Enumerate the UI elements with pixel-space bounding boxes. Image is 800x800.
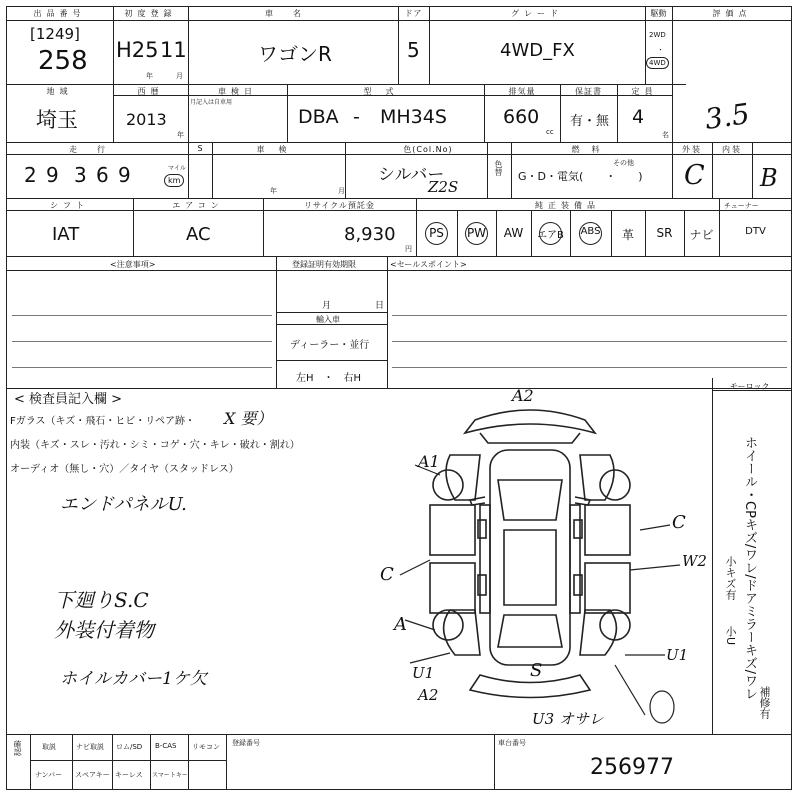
shift-value: IAT [52, 224, 80, 245]
diagram-mark-a1: A1 [418, 452, 440, 471]
capacity-label: 定員 [631, 87, 658, 96]
first-registration-label: 初度登録 [124, 9, 177, 18]
diagram-mark-a2-bottom: A2 [418, 686, 439, 704]
footer-col2-top: ナビ取説 [76, 743, 104, 751]
mileage-digit: 9 [118, 163, 131, 187]
aircon-label: エアコン [172, 201, 224, 210]
western-year-value: 2013 [126, 110, 167, 129]
footer-col3-bottom: キーレス [115, 771, 143, 779]
caution-label: <注意事項> [110, 260, 156, 269]
model-prefix: DBA [298, 106, 339, 128]
equipment-item: エアB [537, 230, 564, 241]
equipment-label: 純正装備品 [535, 201, 600, 210]
interior-grade: B [760, 164, 778, 192]
fuel-label: 燃料 [571, 145, 612, 154]
side-panel-small-3: 補修有 [758, 686, 771, 719]
side-panel-small-1: 小キズ有 [724, 556, 737, 600]
chassis-label: 車台番号 [498, 739, 526, 747]
diagram-mark-u1-left: U1 [412, 664, 435, 682]
fuel-other-label: その他 [613, 159, 634, 167]
model-dash: - [353, 106, 360, 128]
footer-col1-top: 取説 [42, 743, 56, 751]
recycle-label: リサイクル預託金 [304, 201, 375, 210]
inspector-line3: オーディオ（無し・穴）／タイヤ（スタッドレス） [10, 464, 239, 475]
handwritten-note-3: 外装付着物 [54, 618, 154, 642]
diagram-mark-c-right: C [672, 512, 686, 533]
drive-2wd: 2WD [649, 31, 666, 39]
handle-side: 左H ・ 右H [296, 373, 362, 384]
side-panel-main-text: ホイール・CPキズ/ワレ/ドアミラーキズ/ワレ [742, 436, 757, 701]
inspector-title: < 検査員記入欄 > [14, 392, 123, 407]
exterior-grade: C [684, 160, 705, 191]
inspection-label: 車検 [256, 145, 301, 154]
equipment-item: DTV [745, 226, 766, 237]
inspection-month-suffix: 月 [338, 187, 345, 195]
diagram-mark-u1-right: U1 [666, 646, 689, 664]
reg-expiry-month: 月 [322, 301, 332, 311]
diagram-mark-c-left: C [380, 564, 394, 585]
km-circled: km [164, 174, 184, 187]
western-year-suffix: 年 [177, 131, 184, 139]
reg-number-label: 登録番号 [232, 739, 260, 747]
first-reg-era: H25 [116, 38, 159, 62]
equipment-item: SR [656, 226, 673, 240]
footer-col4-bottom: スマートキー [152, 772, 188, 779]
region-label: 地域 [46, 87, 73, 96]
footer-col5-top: リモコン [192, 743, 220, 751]
grade-value: 4WD_FX [500, 40, 575, 61]
diagram-mark-a-left: A [394, 614, 407, 635]
mileage-digit: 2 [24, 163, 37, 187]
dealer-parallel: ディーラー・並行 [290, 340, 370, 351]
color-side-label: 色替 [494, 160, 503, 176]
lot-number: 258 [38, 46, 88, 76]
footer-col4-top: B-CAS [155, 742, 177, 750]
first-reg-month: 11 [160, 38, 187, 62]
model-label: 型式 [363, 87, 408, 96]
equipment-item: AW [503, 226, 524, 240]
equipment-item: ナビ [689, 228, 714, 242]
equipment-item: 革 [621, 228, 634, 242]
side-panel-label: モーロック [730, 382, 770, 391]
western-year-label: 西暦 [137, 87, 164, 96]
door-count: 5 [407, 38, 420, 62]
year-suffix: 年 [146, 72, 153, 80]
mileage-digit: 3 [74, 163, 87, 187]
exterior-label: 外装 [682, 145, 702, 154]
diagram-mark-a2-top: A2 [512, 386, 534, 405]
inspection-year-suffix: 年 [270, 187, 277, 195]
displacement-value: 660 [503, 106, 540, 128]
cc-suffix: cc [546, 128, 554, 136]
region-value: 埼玉 [36, 108, 78, 132]
drive-separator: ・ [657, 46, 664, 54]
chassis-number: 256977 [590, 755, 674, 780]
diagram-mark-s: S [530, 660, 543, 681]
mileage-digit: 9 [46, 163, 59, 187]
interior-label: 内装 [722, 145, 742, 154]
handwritten-note-1: エンドパネルU. [60, 494, 187, 515]
side-panel-small-2: 小U [724, 626, 737, 646]
footer-col3-top: ロム/SD [116, 743, 143, 751]
car-name-label: 車名 [265, 9, 321, 18]
equipment-item: ABS [580, 226, 601, 237]
drive-label: 駆動 [650, 9, 667, 18]
handwritten-note-2: 下廻りS.C [54, 588, 149, 612]
capacity-suffix: 名 [662, 131, 669, 139]
month-suffix: 月 [176, 72, 183, 80]
confirm-label: 確認 [13, 740, 22, 756]
tuner-label: チューナー [724, 202, 759, 210]
mileage-digit: 6 [96, 163, 109, 187]
door-label: ドア [404, 9, 423, 18]
warranty-value: 有・無 [570, 114, 610, 129]
model-code: MH34S [380, 106, 447, 128]
lot-number-small: [1249] [30, 25, 80, 43]
fuel-options: G・D・電気( ・ ) [518, 170, 643, 183]
equipment-item: PW [466, 226, 487, 240]
import-label: 輸入車 [316, 315, 340, 324]
reg-expiry-label: 登録証明有効期限 [292, 260, 356, 269]
inspector-line1: Fガラス（キズ・飛石・ヒビ・リペア跡・ [10, 416, 196, 427]
diagram-mark-u3: U3 オサレ [532, 710, 604, 728]
shift-label: シフト [50, 201, 89, 210]
recycle-value: 8,930 [344, 224, 396, 245]
drive-4wd-circled: 4WD [646, 57, 669, 69]
sales-lines [392, 290, 787, 382]
footer-col1-bottom: ナンバー [35, 771, 63, 779]
capacity-value: 4 [632, 106, 645, 128]
mileage-label: 走行 [69, 145, 125, 154]
car-name: ワゴンR [258, 42, 332, 66]
mile-label: マイル [168, 165, 186, 172]
displacement-label: 排気量 [508, 87, 536, 96]
grade-label: グレード [511, 9, 563, 18]
diagram-mark-w2-right: W2 [682, 552, 707, 570]
reg-expiry-day: 日 [375, 301, 385, 311]
handwritten-note-4: ホイルカバー1ケ欠 [60, 669, 207, 689]
score-label: 評価点 [712, 9, 752, 18]
aircon-value: AC [186, 224, 211, 245]
color-label: 色(Col.No) [403, 145, 453, 154]
warranty-label: 保証書 [575, 87, 602, 96]
score-handwritten: 3.5 [702, 97, 752, 136]
color-name: シルバー [378, 165, 445, 185]
inspector-line2: 内装（キズ・スレ・汚れ・シミ・コゲ・穴・キレ・破れ・割れ） [10, 440, 300, 451]
reg-note: 月記入は自車用 [190, 99, 233, 106]
color-code: Z2S [428, 178, 459, 196]
sales-point-label: <セールスポイント> [390, 260, 467, 269]
inspection-date-label: 車検日 [218, 87, 257, 96]
s-mark-label: S [197, 144, 203, 153]
inspector-line1-hand: X 要） [224, 409, 273, 428]
footer-col2-bottom: スペアキー [75, 771, 110, 779]
yen-suffix: 円 [405, 245, 412, 253]
lot-number-label: 出品番号 [33, 9, 86, 18]
caution-lines [12, 290, 272, 382]
equipment-item: PS [429, 226, 444, 240]
